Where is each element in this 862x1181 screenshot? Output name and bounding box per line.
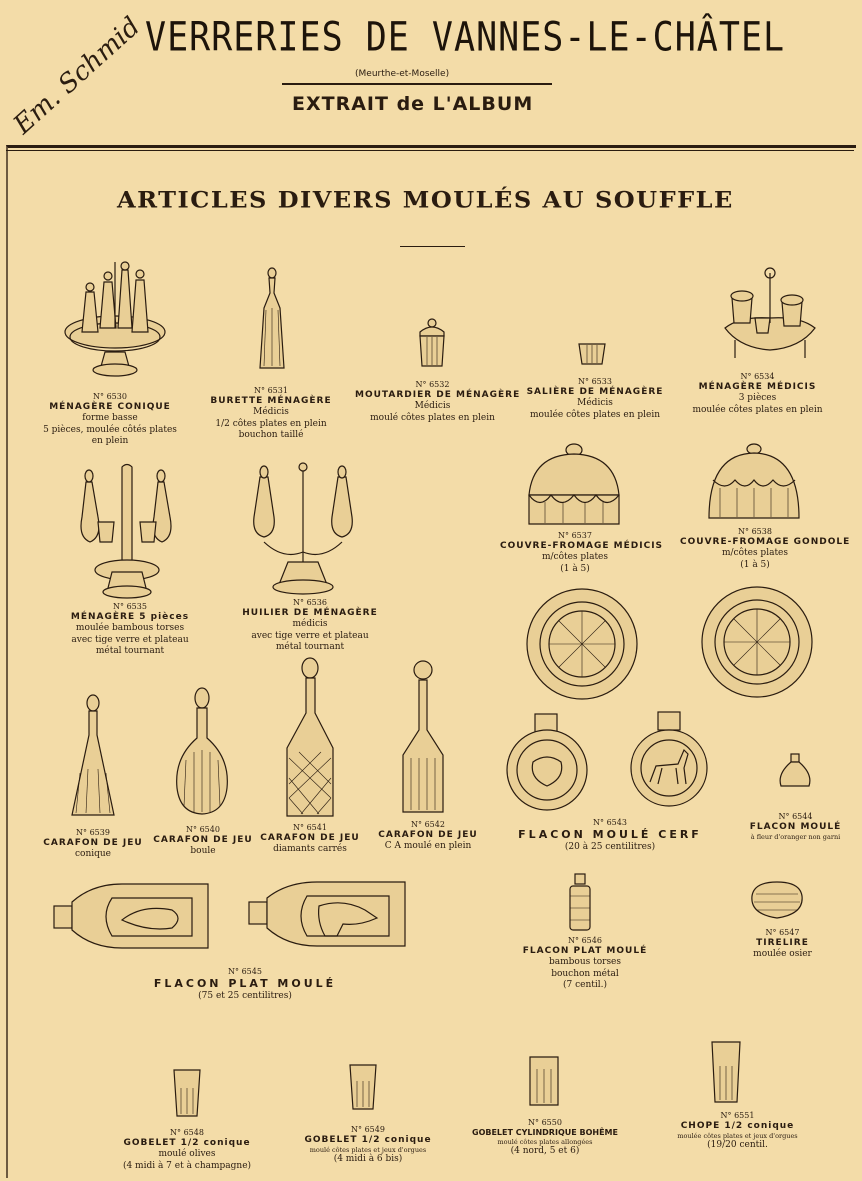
caption-6537: N° 6537 COUVRE-FROMAGE MÉDICIS m/côtes plates (1 à 5) [500, 531, 664, 574]
flacon-plat-chien-illustration [247, 878, 409, 950]
caption-6544: N° 6544 FLACON MOULÉ à fleur d'oranger non garni [749, 812, 842, 842]
caption-6549: N° 6549 GOBELET 1/2 conique moulé côtes plates et jeux d'orgues (4 midi à 6 bis) [304, 1125, 432, 1165]
frame-rule [6, 150, 854, 151]
caption-6547: N° 6547 TIRELIRE moulée osier [753, 928, 812, 960]
plate-gondole-illustration [700, 585, 815, 700]
header-rule [282, 83, 552, 85]
page-title: ARTICLES DIVERS MOULÉS AU SOUFFLE [117, 185, 734, 214]
burette-illustration [252, 268, 292, 373]
caption-6534: N° 6534 MÉNAGÈRE MÉDICIS 3 pièces moulée côtes plates en plein [692, 372, 823, 415]
caption-6543: N° 6543 FLACON MOULÉ CERF (20 à 25 centilitres) [518, 818, 702, 852]
plate-medicis-illustration [525, 587, 640, 702]
flacon-plat-bambous-illustration [566, 872, 594, 932]
menagere-medicis-illustration [720, 268, 820, 363]
chope-illustration [710, 1040, 742, 1104]
carafon-diamants-illustration [283, 658, 338, 820]
title-rule [400, 246, 465, 247]
flacon-plat-sanglier-illustration [52, 880, 212, 952]
huilier-illustration [248, 462, 358, 597]
caption-6551: N° 6551 CHOPE 1/2 conique moulée côtes plates et jeux d'orgues (19/20 centil. [677, 1111, 798, 1151]
couvre-fromage-medicis-illustration [525, 440, 623, 528]
menagere-conique-illustration [60, 262, 170, 382]
couvre-fromage-gondole-illustration [705, 440, 803, 522]
album-label: EXTRAIT de L'ALBUM [292, 93, 534, 115]
moutardier-illustration [415, 318, 450, 370]
menagere-5-pieces-illustration [72, 462, 182, 600]
company-title: VERRERIES DE VANNES-LE-CHÂTEL [145, 15, 786, 61]
caption-6542: N° 6542 CARAFON DE JEU C A moulé en plein [378, 820, 478, 852]
caption-6548: N° 6548 GOBELET 1/2 conique moulé olives (4 midi à 7 et à champagne) [122, 1128, 252, 1171]
caption-6541: N° 6541 CARAFON DE JEU diamants carrés [260, 823, 360, 855]
caption-6539: N° 6539 CARAFON DE JEU conique [43, 828, 143, 860]
carafon-ca-illustration [398, 660, 448, 818]
caption-6531: N° 6531 BURETTE MÉNAGÈRE Médicis 1/2 côtes plates en plein bouchon taillé [210, 386, 332, 440]
flacon-fleur-oranger-illustration [775, 752, 815, 792]
caption-6550: N° 6550 GOBELET CYLINDRIQUE BOHÊME moulé côtes plates allongées (4 nord, 5 et 6) [472, 1118, 618, 1157]
caption-6540: N° 6540 CARAFON DE JEU boule [153, 825, 253, 857]
gobelet-boheme-illustration [527, 1055, 561, 1107]
tirelire-illustration [748, 876, 806, 922]
region-label: (Meurthe-et-Moselle) [355, 69, 450, 79]
caption-6533: N° 6533 SALIÈRE DE MÉNAGÈRE Médicis moulée côtes plates en plein [526, 377, 664, 420]
gobelet-olives-illustration [172, 1068, 202, 1118]
carafon-boule-illustration [172, 688, 232, 820]
caption-6546: N° 6546 FLACON PLAT MOULÉ bambous torses bouchon métal (7 centil.) [522, 936, 648, 990]
signature: Em. Schmid [8, 11, 147, 141]
caption-6545: N° 6545 FLACON PLAT MOULÉ (75 et 25 centilitres) [153, 967, 337, 1001]
flacon-cerf-boar-illustration [503, 712, 591, 812]
flacon-cerf-deer-illustration [628, 710, 710, 810]
caption-6536: N° 6536 HUILIER DE MÉNAGÈRE médicis avec tige verre et plateau métal tournant [242, 598, 378, 652]
gobelet-jeux-orgues-illustration [348, 1063, 378, 1111]
caption-6535: N° 6535 MÉNAGÈRE 5 pièces moulée bambous torses avec tige verre et plateau métal tournant [70, 602, 190, 656]
caption-6530: N° 6530 MÉNAGÈRE CONIQUE forme basse 5 pièces, moulée côtés plates en plein [43, 392, 177, 446]
saliere-illustration [575, 340, 609, 368]
caption-6532: N° 6532 MOUTARDIER DE MÉNAGÈRE Médicis moulé côtes plates en plein [355, 380, 521, 423]
caption-6538: N° 6538 COUVRE-FROMAGE GONDOLE m/côtes plates (1 à 5) [680, 527, 851, 570]
carafon-conique-illustration [68, 695, 118, 823]
